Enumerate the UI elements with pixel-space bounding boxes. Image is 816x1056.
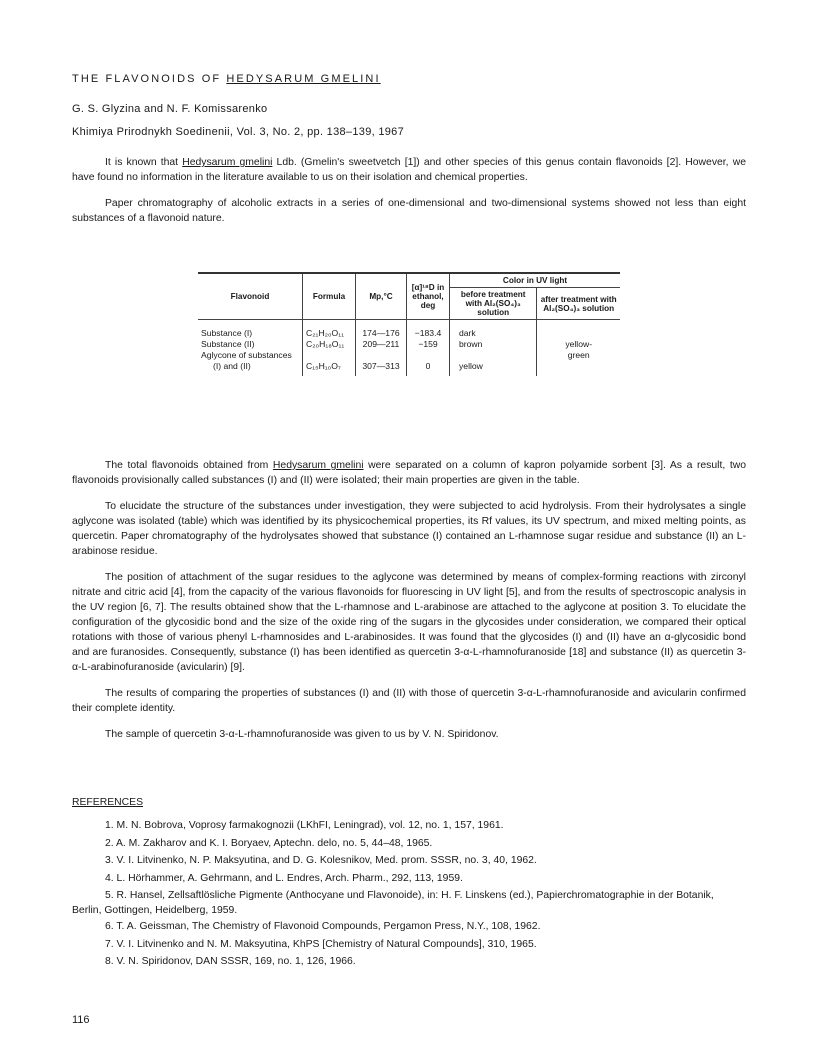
properties-table [198, 272, 620, 376]
row-mp: 307—313 [362, 361, 400, 371]
row-rotation: −159 [418, 339, 438, 349]
species-name: Hedysarum gmelini [182, 157, 273, 168]
th-flavonoid: Flavonoid [198, 273, 303, 320]
paragraph-6: The results of comparing the properties of substances (I) and (II) with those of quercetin 3-α-L-rhamnofuranoside and avicularin confirmed their complete identity. [72, 688, 746, 714]
authors: G. S. Glyzina and N. F. Komissarenko [72, 103, 268, 115]
color-before-yellow: yellow [459, 361, 483, 371]
body-section [72, 458, 746, 742]
row-rotation: −183.4 [414, 328, 442, 338]
th-after: after treatment with Al₂(SO₄)₃ solution [537, 288, 620, 320]
th-before: before treatment with Al₂(SO₄)₃ solution [450, 288, 537, 320]
row-formula: C₂₁H₂₀O₁₁ [306, 328, 345, 338]
references-heading: REFERENCES [72, 797, 144, 808]
paragraph-1: It is known that Hedysarum gmelini Ldb. (Gmelin's sweetvetch [1]) and other species of this genus contain flavonoids [2]. However, we have found no information in the literature available to us on their isolation and chemical properties. [72, 157, 746, 183]
row-name: Aglycone of substances (I) and (II) [201, 350, 292, 371]
reference-item: 1. M. N. Bobrova, Voprosy farmakognozii (LKhFI, Leningrad), vol. 12, no. 1, 157, 1961. [105, 820, 504, 831]
row-mp: 209—211 [362, 339, 400, 349]
row-mp: 174—176 [362, 328, 400, 338]
references-list [72, 817, 746, 971]
paragraph-3: The total flavonoids obtained from Hedysarum gmelini were separated on a column of kapron polyamide sorbent [3]. As a result, two flavonoids provisionally called substances (I) and (II) were isolated; their main properties are given in the table. [72, 460, 746, 486]
row-name: Substance (I) [201, 328, 253, 338]
th-rotation: [α]¹⁸D in ethanol, deg [407, 273, 450, 320]
row-formula: C₂₀H₁₈O₁₁ [306, 339, 345, 349]
reference-item: 5. R. Hansel, Zellsaftlösliche Pigmente (Anthocyane und Flavonoide), in: H. F. Linskens (ed.), Papierchromatographie in der Botanik, Berlin, Gottingen, Heidelberg, 1959. [72, 889, 714, 916]
row-name: Substance (II) [201, 339, 255, 349]
reference-item: 2. A. M. Zakharov and K. I. Boryaev, Aptechn. delo, no. 5, 44–48, 1965. [105, 837, 433, 849]
row-formula: C₁₅H₁₀O₇ [306, 361, 341, 371]
color-before-dark-brown: dark brown [459, 328, 483, 349]
reference-item: 6. T. A. Geissman, The Chemistry of Flavonoid Compounds, Pergamon Press, N.Y., 108, 1962. [105, 920, 541, 932]
color-after-yellow-green: yellow-green [565, 339, 593, 360]
species-name: Hedysarum gmelini [272, 460, 364, 471]
title-genus: HEDYSARUM GMELINI [226, 73, 381, 85]
reference-item: 8. V. N. Spiridonov, DAN SSSR, 169, no. 1, 126, 1966. [105, 956, 356, 968]
reference-item: 4. L. Hörhammer, A. Gehrmann, and L. Endres, Arch. Pharm., 292, 113, 1959. [105, 873, 463, 885]
th-formula: Formula [303, 273, 356, 320]
reference-item: 3. V. I. Litvinenko, N. P. Maksyutina, and D. G. Kolesnikov, Med. prom. SSSR, no. 3, 40, 1962. [105, 855, 537, 867]
th-mp: Mp,°C [356, 273, 407, 320]
paragraph-2: Paper chromatography of alcoholic extracts in a series of one-dimensional and two-dimensional systems showed not less than eight substances of a flavonoid nature. [72, 198, 746, 224]
title-prefix: THE FLAVONOIDS OF [72, 73, 227, 85]
th-color-group: Color in UV light [450, 273, 621, 288]
intro-section [72, 155, 746, 226]
paragraph-5: The position of attachment of the sugar residues to the aglycone was determined by means of complex-forming reactions with zirconyl nitrate and citric acid [4], from the capacity of the various flavonoids for fluorescing in UV light [5], and from the results of spectroscopic analysis in the UV region [6, 7]. The results obtained show that the L-rhamnose and L-arabinose are attached to the aglycone at position 3. To elucidate the configuration of the glycosidic bond and the size of the oxide ring of the sugars in the glycosides under consideration, we compared their optical rotations with those of various phenyl L-rhamnosides and L-arabinosides. It was found that the glycosides (I) and (II) have an α-glycosidic bond and are furanosides. Consequently, substance (I) has been identified as quercetin 3-α-L-rhamnofuranoside [18] and substance (II) as quercetin 3-α-L-arabinofuranoside (avicularin) [9]. [72, 572, 746, 673]
reference-item: 7. V. I. Litvinenko and N. M. Maksyutina, KhPS [Chemistry of Natural Compounds], 310, 1965. [105, 938, 537, 950]
paragraph-7: The sample of quercetin 3-α-L-rhamnofuranoside was given to us by V. N. Spiridonov. [105, 729, 499, 740]
page-number: 116 [72, 1014, 90, 1026]
paragraph-4: To elucidate the structure of the substances under investigation, they were subjected to acid hydrolysis. From their hydrolysates a single aglycone was isolated (table) which was identified by its physicochemical properties, its Rf values, its UV spectrum, and mixed melting points, as quercetin. Paper chromatography of the hydrolysates showed that substance (I) contained an L-rhamnose sugar residue and substance (II) an L-arabinose residue. [72, 501, 746, 557]
article-title [72, 73, 381, 85]
journal-citation: Khimiya Prirodnykh Soedinenii, Vol. 3, No. 2, pp. 138–139, 1967 [72, 126, 404, 138]
table-row [198, 320, 620, 377]
row-rotation: 0 [425, 361, 431, 371]
